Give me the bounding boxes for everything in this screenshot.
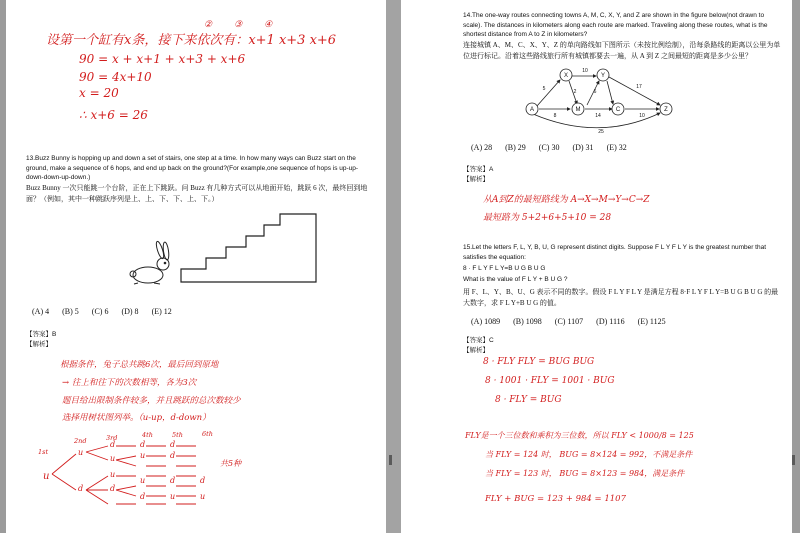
- handwritten-14-line-1: 从A到Z的最短路线为 A→X→M→Y→C→Z: [483, 195, 650, 205]
- q15-equation: 8 · F L Y F L Y=B U G B U G: [463, 265, 546, 272]
- node-label-m: M: [575, 107, 581, 113]
- q15-option-b[interactable]: (B) 1098: [513, 317, 542, 326]
- q15-option-c[interactable]: (C) 1107: [554, 317, 584, 326]
- tree-node-d: d: [170, 476, 176, 485]
- q13-english: 13.Buzz Bunny is hopping up and down a set of stairs, one step at a time. In how many ways can Buzz start on the ground, make a sequence of 6 hops, and end up back on the ground?(For example,one sequence of hops is up-up-down-down-up-down.): [26, 155, 359, 181]
- edge-label-a-z: 25: [598, 129, 604, 135]
- tree-node-d: u: [200, 492, 206, 501]
- stairs-outline: [181, 214, 316, 282]
- tree-header-5th: 5th: [172, 431, 183, 439]
- q15-options: [471, 317, 679, 326]
- handwritten-line-4: x = 20: [79, 86, 119, 100]
- handwritten-13-line-2: → 往上和往下的次数相等，各为3次: [62, 378, 197, 388]
- tree-node-u: u: [110, 470, 116, 479]
- q14-option-d[interactable]: (D) 31: [572, 143, 594, 152]
- q13-answer: 【答案】B: [26, 331, 57, 338]
- edge-label-y-z: 17: [636, 84, 642, 90]
- q14-answer: 【答案】A: [463, 166, 494, 173]
- circle-mark-2: ②: [204, 20, 235, 30]
- handwritten-15-line-5: 当 FLY = 124 时， BUG = 8×124 = 992，不满足条件: [485, 450, 693, 459]
- tree-header-1st: 1st: [38, 448, 49, 456]
- tree-node-u: u: [78, 448, 84, 457]
- handwritten-15-line-2: 8 · 1001 · FLY = 1001 · BUG: [485, 376, 615, 386]
- edge-y-z: [609, 77, 660, 105]
- node-label-z: Z: [664, 107, 668, 113]
- tree-total: 共5种: [220, 459, 242, 468]
- left-edge-mark: [389, 455, 392, 465]
- handwritten-15-line-3: 8 · FLY = BUG: [495, 395, 562, 405]
- handwritten-13-line-3: 题目给出限制条件较多，并且跳跃的总次数较少: [62, 396, 241, 406]
- handwritten-13-line-4: 选择用树状图列举。（u-up，d-down）: [62, 413, 211, 423]
- handwritten-line-2: 90 = x + x+1 + x+3 + x+6: [79, 52, 246, 66]
- right-page[interactable]: [401, 0, 792, 533]
- q13-analysis-label: 【解析】: [26, 341, 52, 348]
- edge-label-c-z: 10: [639, 113, 645, 119]
- node-label-y: Y: [600, 73, 606, 79]
- bunny-stairs-figure: [116, 208, 356, 288]
- handwritten-15-line-1: 8 · FLY FLY = BUG BUG: [483, 357, 595, 367]
- tree-node-d: d: [110, 484, 116, 493]
- edge-label-x-y: 10: [582, 68, 588, 74]
- q13-option-c[interactable]: (C) 6: [91, 307, 109, 316]
- circle-marks: [204, 20, 294, 30]
- node-label-c: C: [615, 107, 621, 113]
- tree-root: u: [43, 471, 50, 482]
- tree-node-u: u: [170, 492, 176, 501]
- q15-english-2: What is the value of F L Y + B U G ?: [463, 276, 568, 283]
- q14-chinese: 连接城镇 A、M、C、X、Y、Z 的单向路线如下图所示（未按比例绘制），沿每条路线的距离以公里为单位进行标记。沿着这些路线旅行所有城镇都要去一遍，从 A 到 Z 之间最短的距离是多少公里？: [463, 41, 781, 60]
- handwritten-line-1: 设第一个缸有x条，接下来依次有：x+1 x+3 x+6: [46, 33, 337, 48]
- tree-node-u: d: [110, 440, 116, 449]
- q13-chinese: Buzz Bunny 一次只能跳一个台阶，正在上下跳跃。问 Buzz 有几种方式可以从地面开始，跳跃 6 次，最终回到地面？（例如，其中一种跳跃序列是上、上、下、下、上、下。）: [26, 184, 368, 203]
- tree-node-d: d: [78, 484, 84, 493]
- q14-english: 14.The one-way routes connecting towns A, M, C, X, Y, and Z are shown in the figure below(not drawn to scale). The distances in kilometers along each route are marked. Traveling along these routes, what is the shortest distance from A to Z in kilometers?: [463, 12, 768, 38]
- q15-option-d[interactable]: (D) 1116: [596, 317, 625, 326]
- q15-option-a[interactable]: (A) 1089: [471, 317, 501, 326]
- tree-node-d: d: [170, 440, 176, 449]
- q14-option-a[interactable]: (A) 28: [471, 143, 493, 152]
- handwritten-13-line-1: 根据条件，兔子总共跳6次，最后回到原地: [60, 360, 219, 370]
- tree-node-u: u: [140, 451, 146, 460]
- edge-label-m-y: 6: [593, 89, 597, 95]
- handwritten-line-3: 90 = 4x+10: [79, 70, 152, 84]
- tree-header-4th: 4th: [142, 431, 153, 439]
- q13-option-a[interactable]: (A) 4: [32, 307, 50, 316]
- q14-option-b[interactable]: (B) 29: [505, 143, 526, 152]
- q15-english-1: 15.Let the letters F, L, Y, B, U, G represent distinct digits. Suppose F L Y F L Y is the greatest number that satisfies the equation:: [463, 244, 767, 261]
- q13-options: [32, 307, 185, 316]
- q13-option-b[interactable]: (B) 5: [62, 307, 79, 316]
- edge-label-a-m: 8: [553, 113, 557, 119]
- handwritten-line-5: ∴ x+6 = 26: [79, 108, 148, 122]
- q15-option-e[interactable]: (E) 1125: [637, 317, 666, 326]
- edge-label-a-x: 5: [542, 86, 546, 92]
- tree-node-d: d: [140, 440, 146, 449]
- q15-analysis-label: 【解析】: [463, 347, 489, 354]
- left-page[interactable]: [6, 0, 386, 533]
- page-gutter: [386, 0, 401, 533]
- q13-option-d[interactable]: (D) 8: [121, 307, 139, 316]
- edge-a-x: [537, 80, 560, 106]
- q14-option-e[interactable]: (E) 32: [606, 143, 627, 152]
- edge-label-x-m: 2: [573, 89, 577, 95]
- tree-header-6th: 6th: [202, 430, 213, 438]
- bunny-illustration: [130, 241, 170, 284]
- handwritten-14-line-2: 最短路为 5+2+6+5+10 = 28: [483, 213, 612, 223]
- handwritten-15-line-7: FLY + BUG = 123 + 984 = 1107: [485, 494, 626, 504]
- handwritten-15-line-4: FLY是一个三位数和乘积为三位数，所以 FLY < 1000/8 = 125: [465, 431, 694, 440]
- tree-branches: [50, 440, 220, 510]
- tree-node-u: u: [140, 476, 146, 485]
- q14-options: [471, 143, 640, 152]
- tree-node-d: d: [200, 476, 206, 485]
- route-graph: [519, 64, 689, 136]
- tree-node-d: d: [140, 492, 146, 501]
- tree-header-3rd: 3rd: [106, 434, 118, 442]
- q14-option-c[interactable]: (C) 30: [538, 143, 560, 152]
- q14-analysis-label: 【解析】: [463, 176, 489, 183]
- circle-mark-3: ③: [234, 20, 265, 30]
- right-edge-mark: [792, 455, 795, 465]
- tree-node-d: u: [110, 454, 116, 463]
- node-label-x: X: [563, 73, 569, 79]
- circle-mark-4: ④: [264, 20, 295, 30]
- tree-header-2nd: 2nd: [74, 437, 87, 445]
- handwritten-15-line-6: 当 FLY = 123 时， BUG = 8×123 = 984，满足条件: [485, 469, 685, 478]
- edge-label-m-c: 14: [595, 113, 601, 119]
- tree-node-d: d: [170, 451, 176, 460]
- edge-y-c: [607, 81, 613, 104]
- q15-answer: 【答案】C: [463, 337, 494, 344]
- q13-option-e[interactable]: (E) 12: [151, 307, 172, 316]
- q15-chinese: 用 F、L、Y、B、U、G 表示不同的数字。假设 F L Y F L Y 是满足方程 8·F L Y F L Y=B U G B U G 的最大数字，求 F L Y+B U G 的值。: [463, 288, 779, 307]
- node-label-a: A: [529, 107, 535, 113]
